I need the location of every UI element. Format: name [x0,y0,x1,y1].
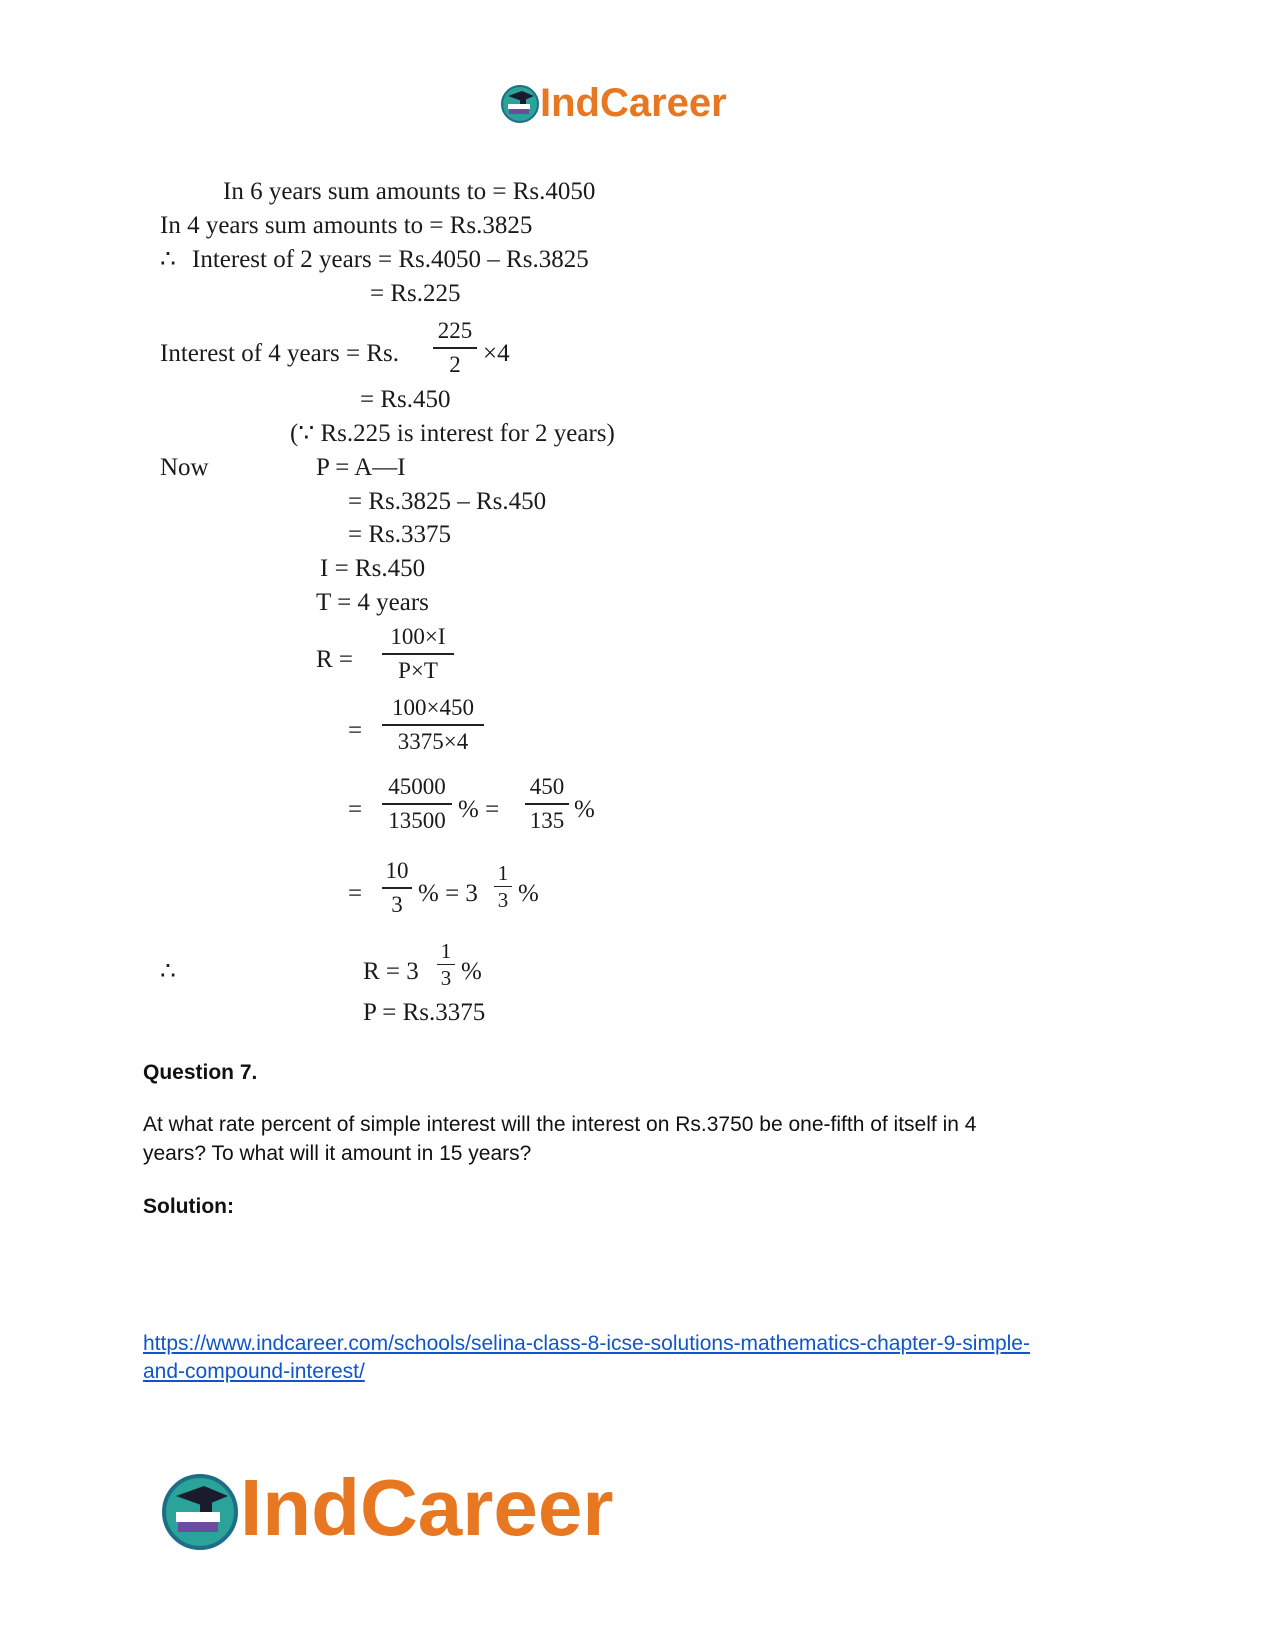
fraction-denominator: 3375×4 [397,729,469,754]
fraction-bar [382,653,454,655]
solution-line-18: P = Rs.3375 [363,999,486,1026]
solution-line-14-left: = [348,717,363,744]
fraction-450-over-135 [525,774,569,834]
solution-line-2: In 4 years sum amounts to = Rs.3825 [160,212,533,239]
graduation-cap-books-globe-icon [160,1472,240,1552]
fraction-bar [382,724,484,726]
solution-line-3: Interest of 2 years = Rs.4050 – Rs.3825 [192,246,589,273]
solution-line-16-mid: % = 3 [418,880,478,907]
fraction-denominator: P×T [398,658,438,683]
question-heading: Question 7. [143,1061,258,1084]
fraction-numerator: 225 [437,318,473,343]
brand-wordmark: IndCareer [240,1463,614,1552]
solution-line-8: P = A—I [316,454,406,481]
fraction-1-over-3 [494,862,512,911]
fraction-numerator: 100×450 [392,695,474,720]
fraction-bar [494,886,512,887]
graduation-cap-books-globe-icon [500,84,540,124]
question-text-line-1: At what rate percent of simple interest will the interest on Rs.3750 be one-fifth of itself in 4 [143,1113,977,1136]
fraction-denominator: 3 [391,892,403,917]
fraction-denominator: 135 [529,808,565,833]
fraction-100i-over-pt [382,624,454,684]
fraction-denominator: 3 [497,888,509,912]
fraction-bar [525,803,569,805]
fraction-denominator: 13500 [388,808,446,833]
solution-line-11: I = Rs.450 [320,555,426,582]
solution-line-12: T = 4 years [316,589,429,616]
solution-line-15-left: = [348,796,363,823]
solution-line-16-left: = [348,880,363,907]
fraction-1-over-3 [437,940,455,989]
fraction-numerator: 1 [440,939,452,963]
fraction-numerator: 1 [497,861,509,885]
solution-line-10: = Rs.3375 [348,521,452,548]
fraction-45000-over-13500 [382,774,452,834]
solution-line-7: (∵ Rs.225 is interest for 2 years) [290,420,615,447]
solution-line-13-left: R = [316,646,354,673]
solution-line-16-right: % [518,880,539,907]
solution-line-1: In 6 years sum amounts to = Rs.4050 [223,178,596,205]
fraction-bar [437,964,455,965]
solution-line-4: = Rs.225 [370,280,461,307]
solution-line-15-mid: % = [458,796,500,823]
solution-line-5-left: Interest of 4 years = Rs. [160,340,400,367]
brand-wordmark: IndCareer [540,81,727,125]
fraction-bar [382,887,412,889]
source-link-line-1[interactable]: https://www.indcareer.com/schools/selina-class-8-icse-solutions-mathematics-chapter-9-simple- [143,1332,1030,1355]
solution-label: Solution: [143,1195,234,1218]
fraction-numerator: 100×I [390,624,446,649]
solution-line-15-right: % [574,796,595,823]
solution-line-6: = Rs.450 [360,386,451,413]
footer-logo [160,1463,700,1558]
fraction-bar [433,347,477,349]
fraction-100x450-over-3375x4 [382,695,484,755]
fraction-numerator: 450 [529,774,565,799]
question-text-line-2: years? To what will it amount in 15 years? [143,1142,532,1165]
solution-line-9: = Rs.3825 – Rs.450 [348,488,547,515]
fraction-10-over-3 [382,858,412,918]
header-logo [500,80,780,128]
fraction-225-over-2 [433,318,477,378]
fraction-denominator: 2 [449,352,461,377]
therefore-symbol: ∴ [160,958,176,985]
solution-line-5-right: ×4 [483,340,510,367]
fraction-numerator: 45000 [388,774,446,799]
solution-line-17-left: R = 3 [363,958,419,985]
fraction-numerator: 10 [385,858,409,883]
fraction-bar [382,803,452,805]
source-link-line-2[interactable]: and-compound-interest/ [143,1360,365,1383]
fraction-denominator: 3 [440,966,452,990]
therefore-symbol: ∴ [160,246,176,273]
solution-line-17-right: % [461,958,482,985]
now-label: Now [160,454,209,481]
